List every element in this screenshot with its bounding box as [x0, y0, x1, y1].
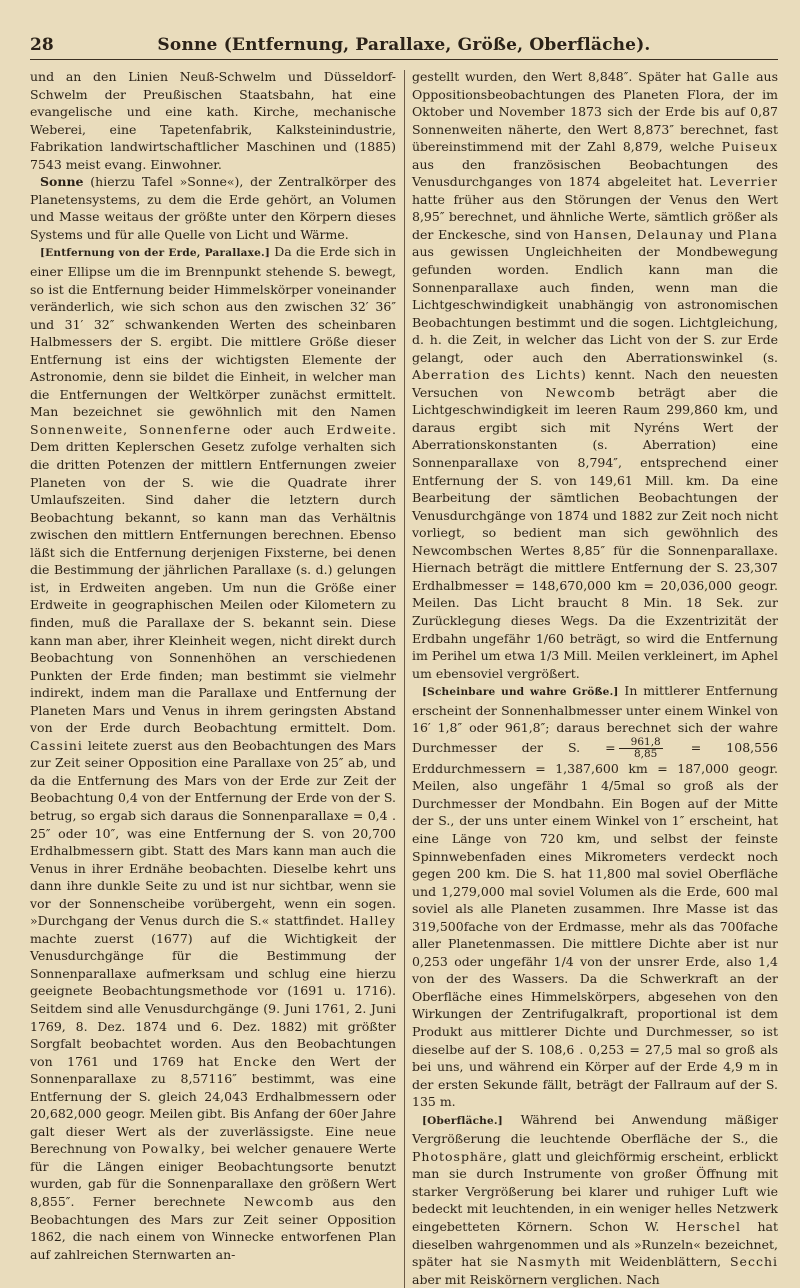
- cross-reference: Aberration des Lichts: [412, 367, 581, 383]
- person-name: Leverrier: [709, 174, 778, 190]
- text-run: = 108,556 Erddurchmessern = 1,387,600 km = 187,000 geogr. Meilen, also ungefähr 1 4/5mal so groß als der Durchmesser der Mondbahn. Ein Bogen auf der Mitte der S., der uns unter einem Winkel von 1″ erscheint, hat eine Länge von 720 km, und selbst der feinste Spinnwebenfaden eines Mikrometers verdeckt noch gegen 200 km. Die S. hat 11,800 mal soviel Oberfläche und 1,279,000 mal soviel Volumen als die Erde, 600 mal soviel als alle Planeten zusammen. Ihre Masse ist das 319,500fache von der Erdmasse, mehr als das 700fache aller Planetenmassen. Die mittlere Dichte aber ist nur 0,253 oder ungefähr 1/4 von der unsrer Erde, also 1,4 von der des Wassers. Da die Schwerkraft an der Oberfläche eines Himmelskörpers, abgesehen von den Wirkungen der Zentrifugalkraft, proportional ist dem Produkt aus mittlerer Dichte und Durchmesser, so ist dieselbe auf der S. 108,6 . 0,253 = 27,5 mal so groß als bei uns, und während ein Körper auf der Erde 4,9 m in der ersten Sekunde fällt, beträgt der Fallraum auf der S. 135 m.: [412, 739, 778, 1110]
- text-run: , bei welcher genauere Werte für die Längen einiger Beobachtungsorte benutzt wurden, gab für die Sonnenparallaxe den größern Wert 8,855″. Ferner berechnete: [30, 1141, 396, 1209]
- text-run: ) kennt. Nach den neuesten Versuchen von: [412, 367, 778, 400]
- section-heading-entfernung: [Entfernung von der Erde, Parallaxe.]: [40, 247, 271, 260]
- paragraph-sonne-intro: [30, 173, 396, 243]
- text-run: Da die Erde sich in einer Ellipse um die im Brennpunkt stehende S. bewegt, so ist die Entfernung beider Himmelskörper voneinander veränderlich, wie sich schon aus den zwischen 32′ 36″ und 31′ 32″ schwankenden Werten des scheinbaren Halbmessers der S. ergibt. Die mittlere Größe dieser Entfernung ist eins der wichtigsten Elemente der Astronomie, denn sie bildet die Einheit, in welcher man die Entfernungen der Weltkörper zunächst ermittelt. Man bezeichnet sie gewöhnlich mit den Namen: [30, 244, 396, 420]
- text-run: ,: [123, 421, 140, 437]
- person-name: Galle: [712, 69, 751, 84]
- paragraph-oberflaeche: [412, 1111, 778, 1288]
- person-name: Newcomb: [243, 1194, 315, 1209]
- paragraph-continued: und an den Linien Neuß-Schwelm und Düsseldorf-Schwelm der Preußischen Staatsbahn, hat eine evangelische und eine kath. Kirche, mechanische Weberei, eine Tapetenfabrik, Kalksteinindustrie, Fabrikation landwirtschaftlicher Maschinen und (1885) 7543 meist evang. Einwohner.: [30, 69, 396, 172]
- person-name: Plana: [737, 226, 778, 242]
- text-run: leitete zuerst aus den Beobachtungen des Mars zur Zeit seiner Opposition eine Parallaxe von 25″ ab, und da die Entfernung des Mars von der Erde zur Zeit der Beobachtung 0,4 von der Entfernung der Erde von der S. betrug, so ergab sich daraus die Sonnenparallaxe = 0,4 . 25″ oder 10″, was eine Entfernung der S. von 20,700 Erdhalbmessern gibt. Statt des Mars kann man auch die Venus in ihrer Erdnähe beobachten. Dieselbe kehrt uns dann ihre dunkle Seite zu und ist nur sichtbar, wenn sie vor der Sonnenscheibe vorübergeht, wenn ein sogen. »Durchgang der Venus durch die S.« stattfindet.: [30, 737, 396, 929]
- fraction: [619, 737, 663, 760]
- page-number: 28: [30, 35, 54, 55]
- text-run: aus den französischen Beobachtungen des Venusdurchganges von 1874 abgeleitet hat.: [412, 156, 778, 190]
- person-name: Herschel: [675, 1219, 741, 1234]
- text-run: beträgt aber die Lichtgeschwindigkeit im leeren Raum 299,860 km, und daraus ergibt sich mit Nyréns Wert der Aberrationskonstanten (s. Aberration) eine Sonnenparallaxe von 8,794″, entsprechend einer Entfernung der S. von 149,61 Mill. km. Da eine Bearbeitung der sämtlichen Beobachtungen der Venusdurchgänge von 1874 und 1882 zur Zeit noch nicht vorliegt, so bedient man sich gewöhnlich des Newcombschen Wertes 8,85″ für die Sonnenparallaxe. Hiernach beträgt die mittlere Entfernung der S. 23,307 Erdhalbmesser = 148,670,000 km = 20,036,000 geogr. Meilen. Das Licht braucht 8 Min. 18 Sek. zur Zurücklegung dieses Wegs. Da die Exzentrizität der Erdbahn ungefähr 1/60 beträgt, so wird die Entfernung im Perihel um etwa 1/3 Mill. Meilen verkleinert, im Aphel um ebensoviel vergrößert.: [412, 384, 778, 681]
- paragraph-entfernung: [30, 243, 396, 1263]
- person-name: Puiseux: [721, 139, 778, 155]
- text-run: aus Oppositionsbeobachtungen des Planeten Flora, der im Oktober und November 1873 sich der Erde bis auf 0,87 Sonnenweiten näherte, den Wert 8,873″ berechnet, fast übereinstimmend mit der Zahl 8,879, welche: [412, 69, 778, 155]
- entry-headword: Sonne: [40, 174, 84, 190]
- text-run: aus den Beobachtungen des Mars zur Zeit seiner Opposition 1862, die nach einem von Winnecke entworfenen Plan auf zahlreichen Sternwarten an-: [30, 1194, 396, 1262]
- text-run: , glatt und gleichförmig erscheint, erblickt man sie durch Instrumente von großer Öffnung mit starker Vergrößerung bei klarer und ruhiger Luft wie bedeckt mit leuchtenden, in ein weniger helles Netzwerk eingebetteten Körnern. Schon W.: [412, 1148, 778, 1234]
- person-name: Newcomb: [545, 384, 616, 400]
- page-header: [30, 26, 778, 60]
- person-name: Nasmyth: [517, 1254, 581, 1270]
- person-name: Secchi: [729, 1254, 778, 1270]
- left-column: [30, 68, 396, 1288]
- column-divider: [404, 70, 405, 1288]
- text-run: und: [704, 226, 738, 242]
- right-column: [412, 68, 778, 1288]
- text-run: ,: [627, 226, 637, 242]
- spaced-term: Photosphäre: [412, 1148, 503, 1164]
- text-run: aber mit Reiskörnern verglichen. Nach: [412, 1271, 660, 1287]
- text-run: gestellt wurden, den Wert 8,848″. Später hat: [412, 69, 713, 84]
- spaced-term: Erdweite: [326, 421, 393, 437]
- person-name: Delaunay: [636, 226, 704, 242]
- person-name: Powalky: [141, 1141, 201, 1157]
- paragraph-groesse: [412, 682, 778, 1111]
- fraction-numerator: 961,8: [619, 737, 663, 749]
- section-heading-oberflaeche: [Oberfläche.]: [422, 1114, 503, 1127]
- text-run: machte zuerst (1677) auf die Wichtigkeit der Venusdurchgänge für die Bestimmung der Sonnenparallaxe aufmerksam und schlug eine hierzu geeignete Beobachtungsmethode vor (1691 u. 1716). Seitdem sind alle Venusdurchgänge (9. Juni 1761, 2. Juni 1769, 8. Dez. 1874 und 6. Dez. 1882) mit größter Sorgfalt beobachtet worden. Aus den Beobachtungen von 1761 und 1769 hat: [30, 930, 396, 1069]
- text-run: Während bei Anwendung mäßiger Vergrößerung die leuchtende Oberfläche der S., die: [412, 1111, 778, 1147]
- text-run: . Dem dritten Keplerschen Gesetz zufolge verhalten sich die dritten Potenzen der mittlern Entfernungen zweier Planeten von der S. wie die Quadrate ihrer Umlaufszeiten. Sind daher die letztern durch Beobachtung bekannt, so kann man das Verhältnis zwischen den mittlern Entfernungen berechnen. Ebenso läßt sich die Entfernung derjenigen Fixsterne, bei denen die Bestimmung der jährlichen Parallaxe (s. d.) gelungen ist, in Erdweiten angeben. Um nun die Größe einer Erdweite in geographischen Meilen oder Kilometern zu finden, muß die Parallaxe der S. bekannt sein. Diese kann man aber, ihrer Kleinheit wegen, nicht direkt durch Beobachtung von Sonnenhöhen an verschiedenen Punkten der Erde finden; man bestimmt sie vielmehr indirekt, indem man die Parallaxe und Entfernung der Planeten Mars und Venus in ihrem geringsten Abstand von der Erde durch Beobachtung ermittelt. Dom.: [30, 421, 396, 736]
- text-columns: [30, 68, 778, 1288]
- paragraph-continued-right: [412, 68, 778, 682]
- running-title: Sonne (Entfernung, Parallaxe, Größe, Oberfläche).: [157, 35, 651, 55]
- entry-text: (hierzu Tafel »Sonne«), der Zentralkörper des Planetensystems, zu dem die Erde gehört, an Volumen und Masse weitaus der größte unter den Körpern dieses Systems und für alle Quelle von Licht und Wärme.: [30, 174, 396, 242]
- section-heading-groesse: [Scheinbare und wahre Größe.]: [422, 686, 619, 699]
- text-run: den Wert der Sonnenparallaxe zu 8,57116″ bestimmt, was eine Entfernung der S. gleich 24,043 Erdhalbmessern oder 20,682,000 geogr. Meilen gibt. Bis Anfang der 60er Jahre galt dieser Wert als der zuverlässigste. Eine neue Berechnung von: [30, 1053, 396, 1157]
- text-run: aus gewissen Ungleichheiten der Mondbewegung gefunden worden. Endlich kann man die Sonnenparallaxe auch finden, wenn man die Lichtgeschwindigkeit unabhängig von astronomischen Beobachtungen bestimmt und die sogen. Lichtgleichung, d. h. die Zeit, in welcher das Licht von der S. zur Erde gelangt, oder auch den Aberrationswinkel (s.: [412, 244, 778, 365]
- text-run: hat dieselben wahrgenommen und als »Runzeln« bezeichnet, später hat sie: [412, 1219, 778, 1270]
- spaced-term: Sonnenweite: [30, 421, 124, 437]
- person-name: Hansen: [573, 226, 628, 242]
- spaced-term: Sonnenferne: [139, 421, 232, 437]
- text-run: In mittlerer Entfernung erscheint der Sonnenhalbmesser unter einem Winkel von 16′ 1,8″ oder 961,8″; daraus berechnet sich der wahre Durchmesser der S. =: [412, 683, 778, 755]
- fraction-denominator: 8,85: [633, 747, 658, 760]
- person-name: Encke: [233, 1053, 278, 1069]
- text-run: oder auch: [231, 421, 327, 437]
- person-name: Halley: [349, 913, 396, 929]
- text-run: hatte früher aus den Störungen der Venus den Wert 8,95″ berechnet, und ähnliche Werte, sämtlich größer als der Enckesche, sind von: [412, 191, 778, 242]
- person-name: Cassini: [30, 737, 83, 753]
- text-run: mit Weidenblättern,: [580, 1254, 730, 1270]
